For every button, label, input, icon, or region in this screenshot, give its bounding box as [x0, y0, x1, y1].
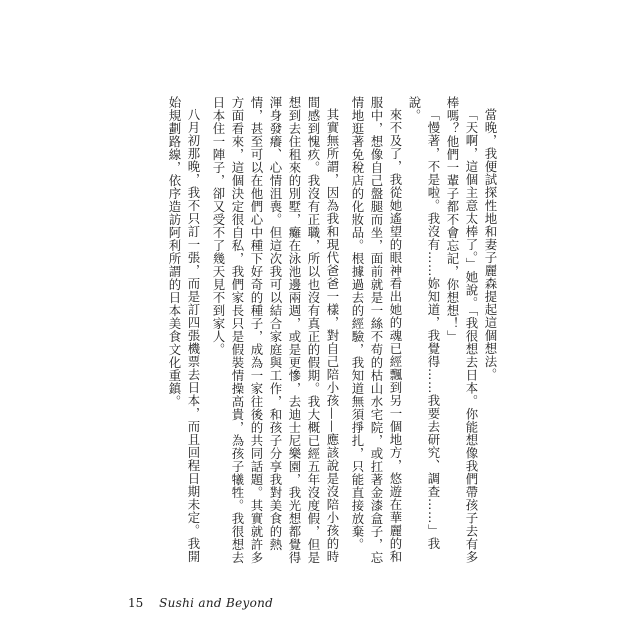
page-number: 15 [128, 596, 144, 610]
running-title: Sushi and Beyond [159, 596, 274, 610]
paragraph: 來不及了，我從她遙望的眼神看出她的魂已經飄到另一個地方，悠遊在華麗的和服中，想像自己盤腿而坐，面前就是一絲不苟的枯山水宅院，或扛著金漆盒子，忘情地逛著免稅店的化妝品。根據過去的經驗，我知道無須掙扎，只能直接放棄。 [350, 96, 403, 564]
paragraph: 其實無所謂，因為我和現代爸爸一樣，對自己陪小孩——應該說是沒陪小孩的時間感到愧疚。我沒有正職，所以也沒有真正的假期。我大概已經五年沒度假，但是想到去住租來的別墅，癱在泳池邊兩週，或是更慘，去迪士尼樂園，我光想都覺得渾身發癢、心情沮喪。但這次我可以結合家庭與工作，和孩子分享我對美食的熱情，甚至可以在他們心中種下好奇的種子，成為一家往後的共同話題。其實就許多方面看來，這個決定很自私，我們家長只是假裝情操高貴，為孩子犧牲。我很想去日本住一陣子，卻又受不了幾天見不到家人。 [211, 96, 340, 564]
paragraph: 「天啊，這個主意太棒了。」她說。「我很想去日本。你能想像我們帶孩子去有多棒嗎？他們一輩子都不會忘記，你想想！」 [445, 96, 479, 564]
paragraph: 「慢著，不是啦。我沒有……妳知道，我覺得……我要去研究、調查……」我說。 [407, 96, 441, 551]
paragraph: 八月初那晚，我不只訂一張，而是訂四張機票去日本，而且回程日期未定。我開始規劃路線，依序造訪阿利所謂的日本美食文化重鎮。 [167, 96, 201, 564]
page-footer [128, 596, 273, 610]
paragraph: 當晚，我便試探性地和妻子麗森提起這個想法。 [483, 108, 498, 382]
body-text [130, 96, 500, 566]
